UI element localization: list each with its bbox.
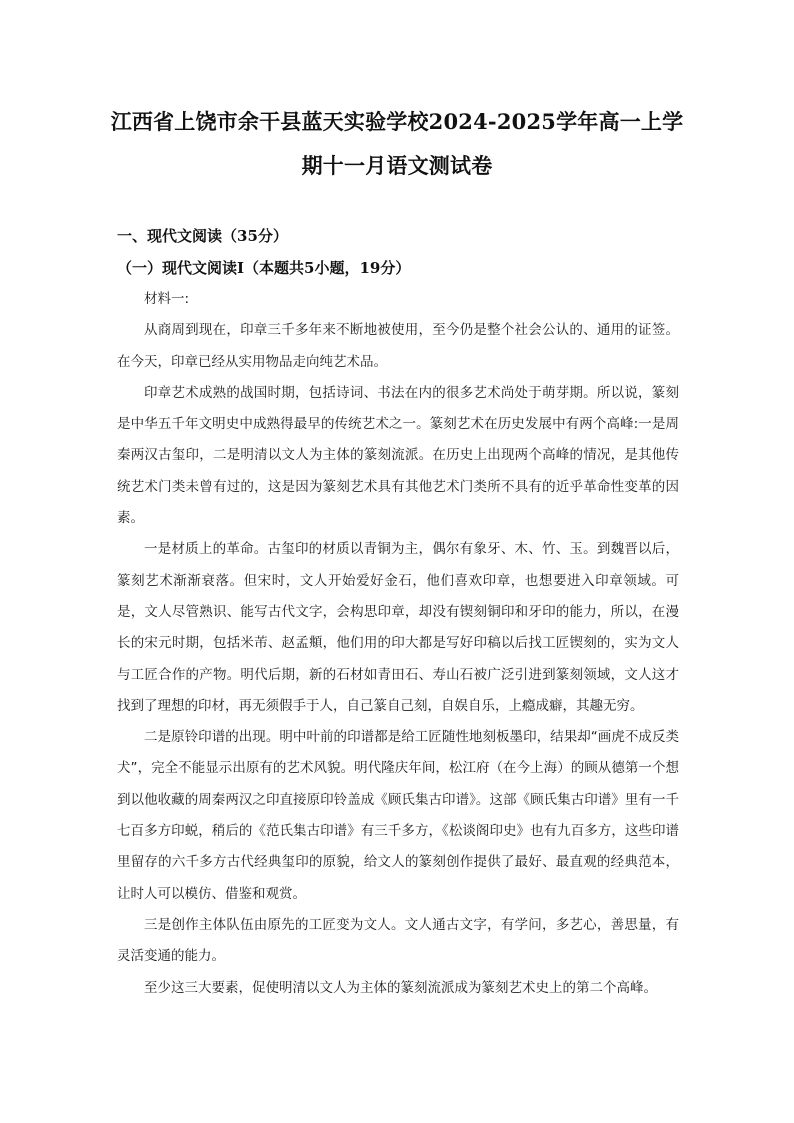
paragraph-4: 二是原铃印谱的出现。明中叶前的印谱都是给工匠随性地刻板墨印，结果却“画虎不成反类犬”，完全不能显示出原有的艺术风貌。明代隆庆年间，松江府（在今上海）的顾从德第一个想到以他收藏的周秦两汉之印直接原印铃盖成《顾氏集古印谱》。这部《顾氏集古印谱》里有一千七百多方印蜕，稍后的《范氏集古印谱》有三千多方，《松谈阁印史》也有九百多方，这些印谱里留存的六千多方古代经典玺印的原貌，给文人的篆刻创作提供了最好、最直观的经典范本，让时人可以模仿、借鉴和观赏。	[117, 729, 679, 902]
material-label: 材料一:	[144, 291, 190, 307]
subsection-heading: （一）现代文阅读Ⅰ（本题共5小题，19分）	[117, 259, 411, 277]
paragraph-3: 一是材质上的革命。古玺印的材质以青铜为主，偶尔有象牙、木、竹、玉。到魏晋以后，篆刻艺术渐渐衰落。但宋时，文人开始爱好金石，他们喜欢印章，也想要进入印章领域。可是，文人尽管熟识、能写古代文字，会构思印章，却没有锲刻铜印和牙印的能力，所以，在漫长的宋元时期，包括米芾、赵孟頫，他们用的印大都是写好印稿以后找工匠锲刻的，实为文人与工匠合作的产物。明代后期，新的石材如青田石、寿山石被广泛引进到篆刻领域，文人这才找到了理想的印材，再无须假手于人，自己篆自己刻，自娱自乐，上瘾成癖，其趣无穷。	[117, 541, 679, 714]
paragraph-5: 三是创作主体队伍由原先的工匠变为文人。文人通古文字，有学问，多艺心，善思量，有灵活变通的能力。	[117, 916, 679, 965]
title-line-1: 江西省上饶市余干县蓝天实验学校2024-2025学年高一上学	[110, 109, 684, 134]
document-title	[100, 100, 694, 188]
section-heading: 一、现代文阅读（35分）	[117, 227, 288, 245]
paragraph-1: 从商周到现在，印章三千多年来不断地被使用，至今仍是整个社会公认的、通用的证签。在今天，印章已经从实用物品走向纯艺术品。	[117, 322, 679, 370]
title-line-2: 期十一月语文测试卷	[301, 153, 493, 178]
paragraph-2: 印章艺术成熟的战国时期，包括诗词、书法在内的很多艺术尚处于萌芽期。所以说，篆刻是中华五千年文明史中成熟得最早的传统艺术之一。篆刻艺术在历史发展中有两个高峰:一是周秦两汉古玺印，二是明清以文人为主体的篆刻流派。在历史上出现两个高峰的情况，是其他传统艺术门类未曾有过的，这是因为篆刻艺术具有其他艺术门类所不具有的近乎革命性变革的因素。	[117, 384, 679, 527]
paragraph-6: 至少这三大要素，促使明清以文人为主体的篆刻流派成为篆刻艺术史上的第二个高峰。	[144, 979, 657, 996]
article-body	[117, 284, 679, 1004]
